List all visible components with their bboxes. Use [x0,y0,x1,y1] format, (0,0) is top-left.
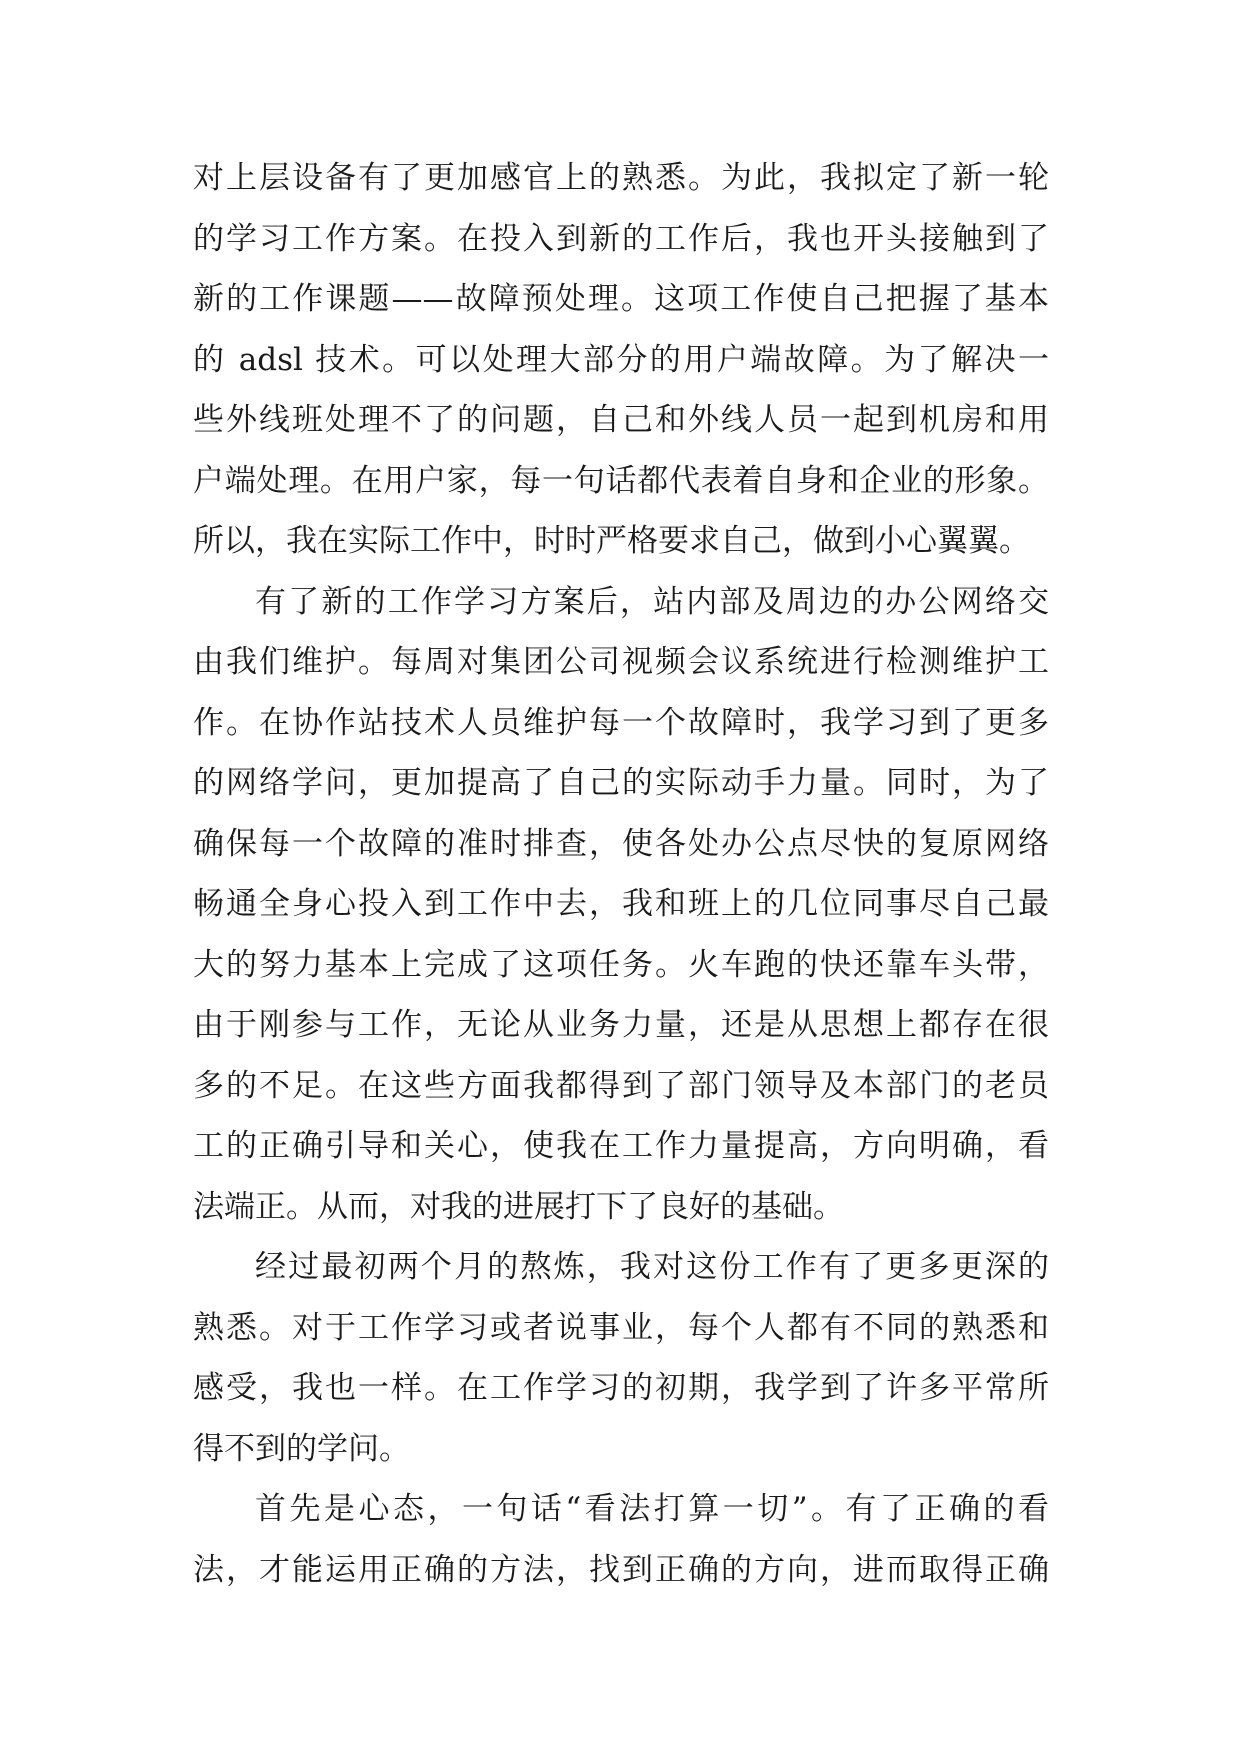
text-line: 法端正。从而，对我的进展打下了良好的基础。 [193,1188,844,1225]
paragraph [193,148,1049,572]
text-line: 的 adsl 技术。可以处理大部分的用户端故障。为了解决一 [193,341,1049,378]
text-line: 所以，我在实际工作中，时时严格要求自己，做到小心翼翼。 [193,523,1030,559]
text-line: 由于刚参与工作，无论从业务力量，还是从思想上都存在很 [193,1007,1049,1043]
text-line: 对上层设备有了更加感官上的熟悉。为此，我拟定了新一轮 [193,160,1049,196]
document-body [193,148,1049,1600]
text-line: 首先是心态，一句话“看法打算一切”。有了正确的看 [255,1491,1049,1527]
text-line: 法，才能运用正确的方法，找到正确的方向，进而取得正确 [193,1551,1049,1588]
text-line: 经过最初两个月的熬炼，我对这份工作有了更多更深的 [255,1249,1049,1285]
paragraph [193,1479,1049,1600]
text-line: 有了新的工作学习方案后，站内部及周边的办公网络交 [255,583,1049,620]
text-line: 大的努力基本上完成了这项任务。火车跑的快还靠车头带， [193,946,1049,983]
text-line: 作。在协作站技术人员维护每一个故障时，我学习到了更多 [193,704,1049,741]
text-line: 的学习工作方案。在投入到新的工作后，我也开头接触到了 [193,220,1049,257]
text-line: 些外线班处理不了的问题，自己和外线人员一起到机房和用 [193,402,1049,438]
text-line: 熟悉。对于工作学习或者说事业，每个人都有不同的熟悉和 [193,1309,1049,1346]
text-line: 户端处理。在用户家，每一句话都代表着自身和企业的形象。 [193,462,1049,499]
text-line: 多的不足。在这些方面我都得到了部门领导及本部门的老员 [193,1067,1049,1104]
text-line: 新的工作课题——故障预处理。这项工作使自己把握了基本 [193,281,1049,317]
paragraph [193,572,1049,1238]
text-line: 确保每一个故障的准时排查，使各处办公点尽快的复原网络 [193,825,1049,862]
paragraph [193,1237,1049,1479]
text-line: 畅通全身心投入到工作中去，我和班上的几位同事尽自己最 [193,886,1049,922]
text-line: 感受，我也一样。在工作学习的初期，我学到了许多平常所 [193,1370,1049,1406]
text-line: 由我们维护。每周对集团公司视频会议系统进行检测维护工 [193,644,1049,680]
text-line: 工的正确引导和关心，使我在工作力量提高，方向明确，看 [193,1128,1049,1164]
text-line: 得不到的学问。 [193,1430,410,1467]
text-line: 的网络学问，更加提高了自己的实际动手力量。同时，为了 [193,765,1049,801]
